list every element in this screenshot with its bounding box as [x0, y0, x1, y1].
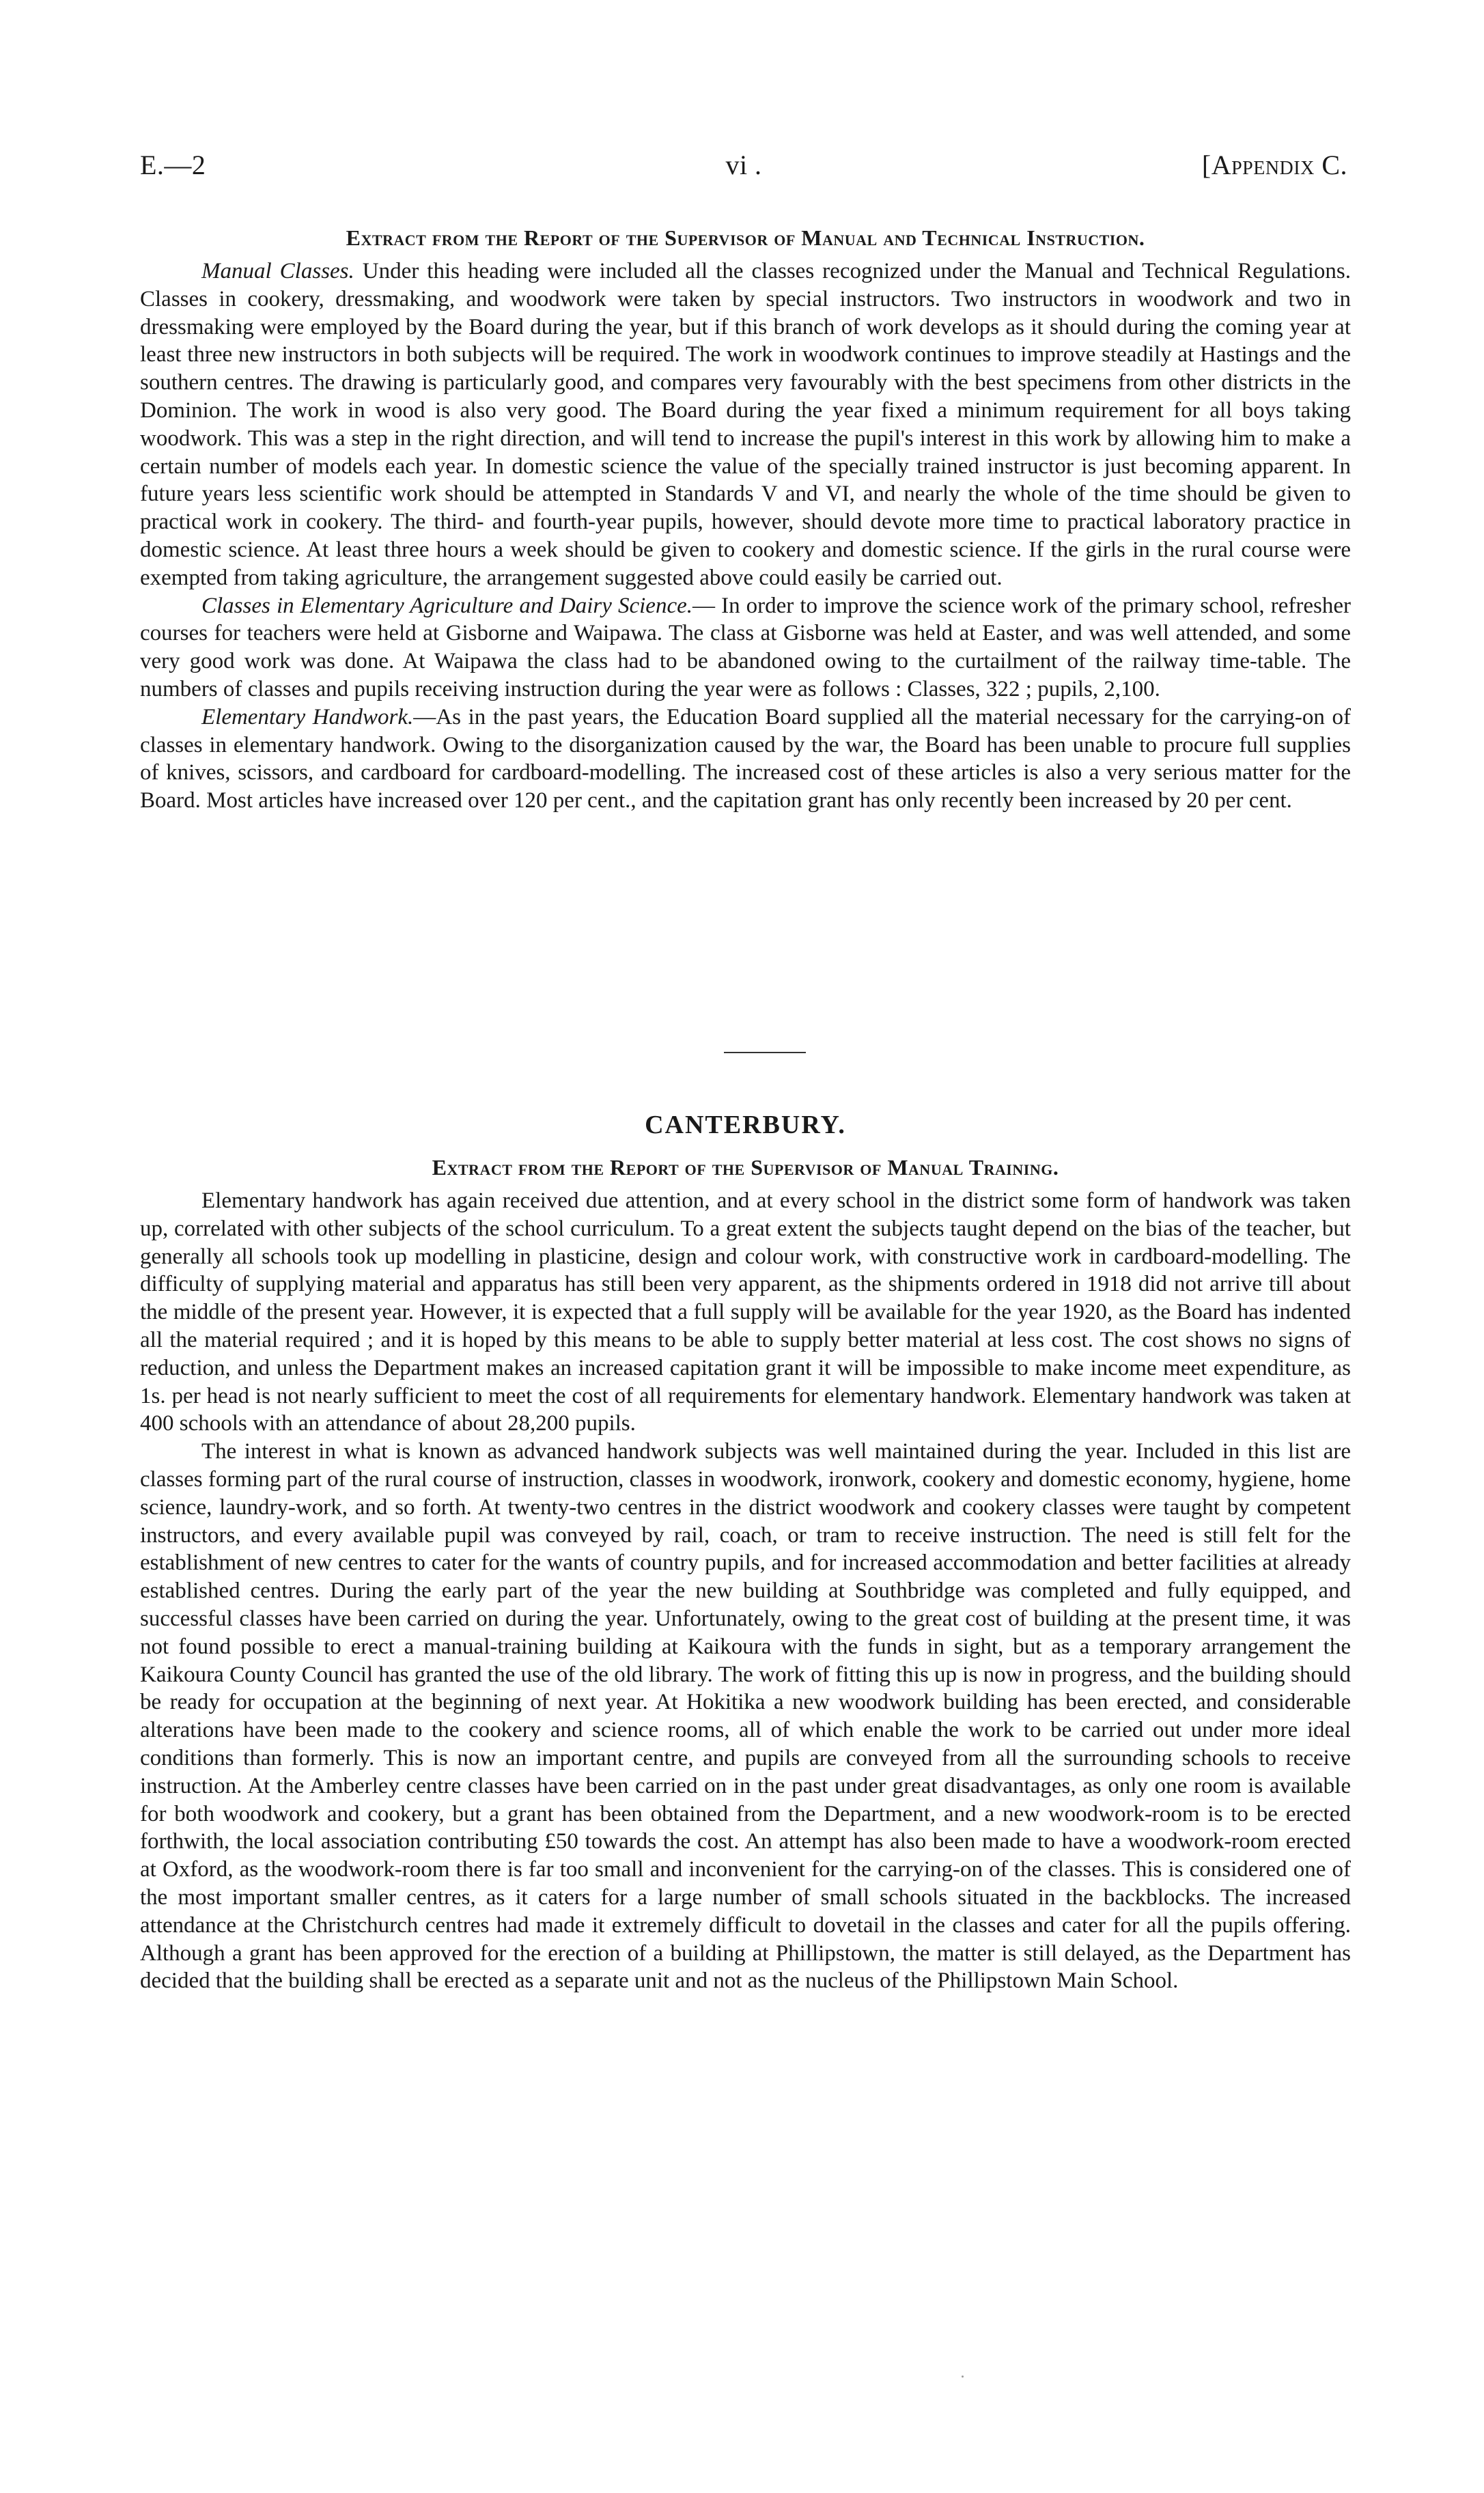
paragraph-lead: Elementary Handwork. [201, 704, 414, 729]
header-appendix: [Appendix C. [1201, 150, 1347, 180]
header-reference: E.—2 [140, 150, 206, 180]
page-header [140, 149, 1347, 197]
paragraph-text: Under this heading were included all the classes recognized under the Manual and Technical Regulations. Classes in cookery, dressmaking, and woodwork were taken by special instructors. Two instructors in woodwork and two in dressmaking were employed by the Board during the year, but if this branch of work develops as it should during the coming year at least three new instructors in both subjects will be required. The work in woodwork continues to improve steadily at Hastings and the southern centres. The drawing is particularly good, and compares very favourably with the best specimens from other districts in the Dominion. The work in wood is also very good. The Board during the year fixed a minimum requirement for all boys taking woodwork. This was a step in the right direction, and will tend to increase the pupil's interest in this work by allowing him to make a certain number of models each year. In domestic science the value of the specially trained instructor is just becoming apparent. In future years less scientific work should be attempted in Standards V and VI, and nearly the whole of the time should be given to practical work in cookery. The third- and fourth-year pupils, however, should devote more time to practical laboratory practice in domestic science. At least three hours a week should be given to cookery and domestic science. If the girls in the rural course were exempted from taking agriculture, the arrangement suggested above could easily be carried out. [140, 259, 1351, 590]
section-canterbury [140, 1110, 1351, 1995]
paragraph-lead: Manual Classes. [201, 259, 354, 283]
paragraph-text: — In order to improve the science work of the primary school, refresher courses for teachers were held at Gisborne and Waipawa. The class at Gisborne was held at Easter, and was well attended, and some very good work was done. At Waipawa the class had to be abandoned owing to the curtailment of the railway time-table. The numbers of classes and pupils receiving instruction during the year were as follows : Classes, 322 ; pupils, 2,100. [140, 593, 1351, 701]
scan-speck [962, 2376, 964, 2378]
paragraph-manual-classes [140, 257, 1351, 592]
header-page-number: vi . [725, 150, 762, 180]
paragraph-lead: Classes in Elementary Agriculture and Dairy Science. [201, 593, 692, 618]
paragraph-advanced-handwork: The interest in what is known as advanced handwork subjects was well maintained during the year. Included in this list are classes forming part of the rural course of instruction, classes in woodwork, ironwork, cookery and domestic economy, hygiene, home science, laundry-work, and so forth. At twenty-two centres in the district woodwork and cookery classes were taught by competent instructors, and every available pupil was conveyed by rail, coach, or tram to receive instruction. The need is still felt for the establishment of new centres to cater for the wants of country pupils, and for increased accommodation and better facilities at already established centres. During the early part of the year the new building at Southbridge was completed and fully equipped, and successful classes have been carried on during the year. Unfortunately, owing to the great cost of building at the present time, it was not found possible to erect a manual-training building at Kaikoura with the funds in sight, but as a temporary arrangement the Kaikoura County Council has granted the use of the old library. The work of fitting this up is now in progress, and the building should be ready for occupation at the beginning of next year. At Hokitika a new woodwork building has been erected, and considerable alterations have been made to the cookery and science rooms, all of which enable the work to be carried out under more ideal conditions than formerly. This is now an important centre, and pupils are conveyed from all the surrounding schools to receive instruction. At the Amberley centre classes have been carried on in the past under great disadvantages, as only one room is available for both woodwork and cookery, but a grant has been obtained from the Department, and a new woodwork-room is to be erected forthwith, the local association contributing £50 towards the cost. An attempt has also been made to have a woodwork-room erected at Oxford, as the woodwork-room there is far too small and inconvenient for the carrying-on of the classes. This is considered one of the most important smaller centres, as it caters for a large number of small schools situated in the backblocks. The increased attendance at the Christchurch centres had made it extremely difficult to dovetail in the classes and cater for all the pupils offering. Although a grant has been approved for the erection of a building at Phillipstown, the matter is still delayed, as the Department has decided that the building shall be erected as a separate unit and not as the nucleus of the Phillipstown Main School. [140, 1439, 1351, 1994]
paragraph-text: —As in the past years, the Education Board supplied all the material necessary for the carrying-on of classes in elementary handwork. Owing to the disorganization caused by the war, the Board has been unable to procure full supplies of knives, scissors, and cardboard for cardboard-modelling. The increased cost of these articles is also a very serious matter for the Board. Most articles have increased over 120 per cent., and the capitation grant has only recently been increased by 20 per cent. [140, 704, 1351, 813]
paragraph-handwork [140, 704, 1351, 815]
section-title: CANTERBURY. [645, 1111, 846, 1139]
paragraph-agriculture [140, 592, 1351, 704]
section-heading: Extract from the Report of the Supervisor of Manual Training. [432, 1155, 1059, 1180]
section-manual-technical [140, 225, 1351, 815]
section-divider [724, 1052, 806, 1053]
paragraph-elementary-handwork: Elementary handwork has again received due attention, and at every school in the district some form of handwork was taken up, correlated with other subjects of the school curriculum. To a great extent the subjects taught depend on the bias of the teacher, but generally all schools took up modelling in plasticine, design and colour work, with constructive work in cardboard-modelling. The difficulty of supplying material and apparatus has still been very apparent, as the shipments ordered in 1918 did not arrive till about the middle of the present year. However, it is expected that a full supply will be available for the year 1920, as the Board has indented all the material required ; and it is hoped by this means to be able to supply better material at less cost. The cost shows no signs of reduction, and unless the Department makes an increased capitation grant it will be impossible to make income meet expenditure, as 1s. per head is not nearly sufficient to meet the cost of all requirements for elementary handwork. Elementary handwork was taken at 400 schools with an attendance of about 28,200 pupils. [140, 1188, 1351, 1436]
section-heading: Extract from the Report of the Supervisor of Manual and Technical Instruction. [346, 225, 1145, 250]
